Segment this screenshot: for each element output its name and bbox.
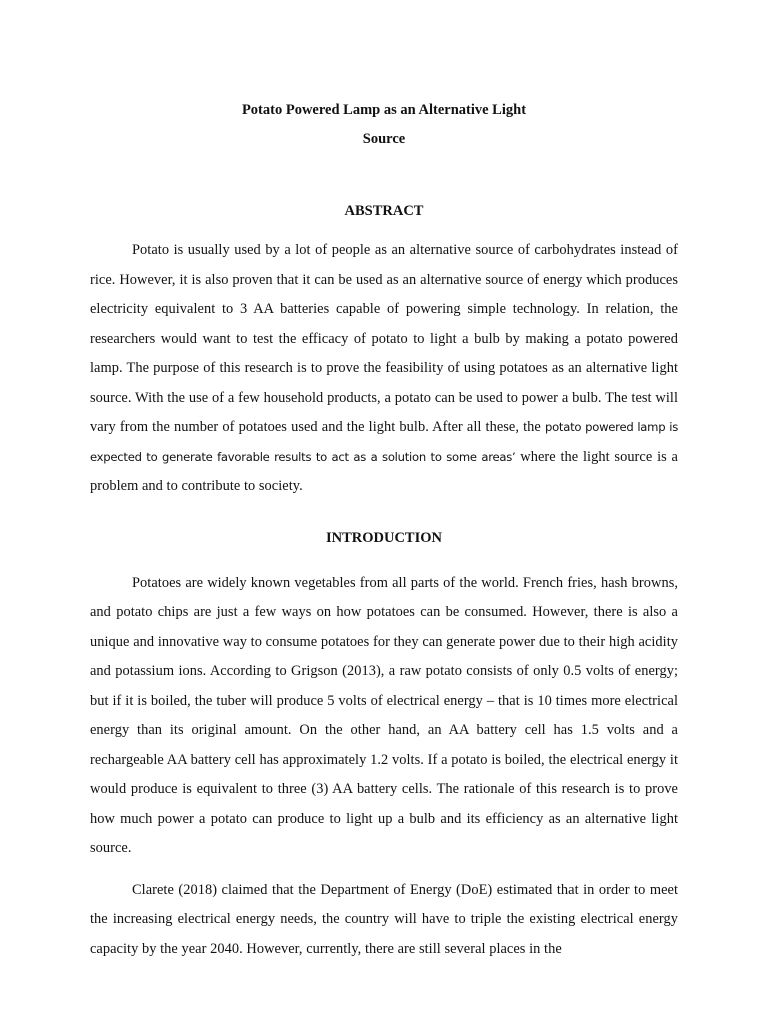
document-title-line-2: Source — [362, 131, 406, 147]
abstract-heading: ABSTRACT — [344, 203, 424, 219]
document-title — [90, 96, 678, 154]
document-title-line-1: Potato Powered Lamp as an Alternative Light — [241, 102, 527, 118]
introduction-heading: INTRODUCTION — [325, 529, 442, 546]
abstract-paragraph — [90, 236, 678, 502]
abstract-text-part-1: Potato is usually used by a lot of people as an alternative source of carbohydrates instead of rice. However, it is also proven that it can be used as an alternative source of energy which produces electricity equivalent to 3 AA batteries capable of powering simple technology. In relation, the researchers would want to test the efficacy of potato to light a bulb by making a potato powered lamp. The purpose of this research is to prove the feasibility of using potatoes as an alternative light source. With the use of a few household products, a potato can be used to power a bulb. The test will vary from the number of potatoes used and the light bulb. After all these, the — [90, 242, 678, 435]
abstract-text-part-3: where the light source is a problem and to contribute to society. — [90, 448, 678, 494]
introduction-paragraph-1: Potatoes are widely known vegetables from all parts of the world. French fries, hash browns, and potato chips are just a few ways on how potatoes can be consumed. However, there is also a unique and innovative way to consume potatoes for they can generate power due to their high acidity and potassium ions. According to Grigson (2013), a raw potato consists of only 0.5 volts of energy; but if it is boiled, the tuber will produce 5 volts of electrical energy – that is 10 times more electrical energy than its original amount. On the other hand, an AA battery cell has 1.5 volts and a rechargeable AA battery cell has approximately 1.2 volts. If a potato is boiled, the electrical energy it would produce is equivalent to three (3) AA battery cells. The rationale of this research is to prove how much power a potato can produce to light up a bulb and its efficiency as an alternative light source. — [90, 574, 678, 856]
abstract-text-part-2: potato powered lamp is expected to generate favorable results to act as a solution to some areas’ — [90, 420, 678, 464]
introduction-paragraph-2: Clarete (2018) claimed that the Department of Energy (DoE) estimated that in order to meet the increasing electrical energy needs, the country will have to triple the existing electrical energy capacity by the year 2040. However, currently, there are still several places in the — [90, 881, 678, 957]
document-content — [90, 96, 678, 964]
